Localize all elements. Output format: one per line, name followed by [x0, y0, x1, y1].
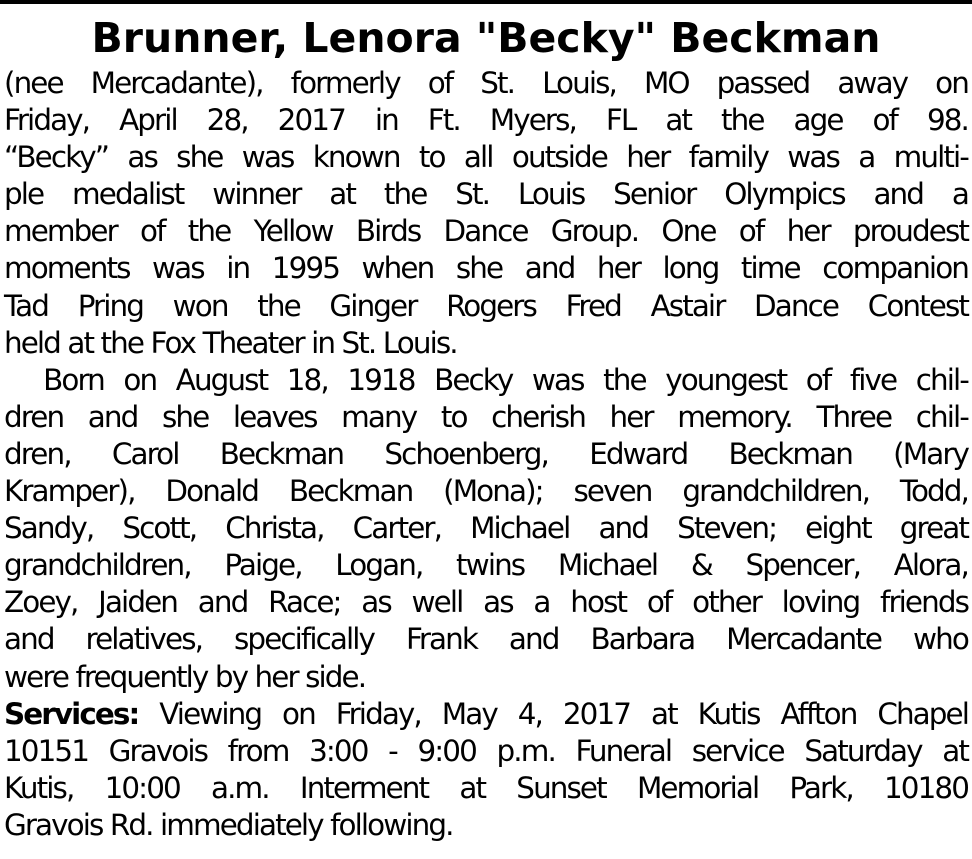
paragraph1-line: (nee Mercadante), formerly of St. Louis, MO passed away on	[4, 66, 968, 100]
paragraph2-line: Kramper), Donald Beckman (Mona); seven grandchildren, Todd,	[4, 474, 968, 509]
obituary-body	[4, 65, 968, 844]
paragraph1-line: ple medalist winner at the St. Louis Senior Olympics and a	[4, 177, 968, 212]
services-line: Gravois Rd. immediately following.	[4, 807, 453, 842]
paragraph2-line: were frequently by her side.	[4, 659, 366, 694]
services-line	[4, 696, 968, 733]
services-line: 10151 Gravois from 3:00 - 9:00 p.m. Funeral service Saturday at	[4, 733, 968, 768]
paragraph1-line: Tad Pring won the Ginger Rogers Fred Astair Dance Contest	[4, 288, 968, 323]
obituary-title: Brunner, Lenora "Becky" Beckman	[91, 14, 881, 62]
services-text: Viewing on Friday, May 4, 2017 at Kutis Affton Chapel	[138, 696, 968, 731]
paragraph2-line: grandchildren, Paige, Logan, twins Michael & Spencer, Alora,	[4, 548, 968, 583]
paragraph1-line: “Becky” as she was known to all outside her family was a multi-	[4, 140, 968, 175]
top-rule	[0, 0, 972, 4]
paragraph1-line: held at the Fox Theater in St. Louis.	[4, 325, 457, 360]
paragraph2-line: and relatives, specifically Frank and Barbara Mercadante who	[4, 622, 968, 657]
paragraph2-line: dren and she leaves many to cherish her memory. Three chil-	[4, 399, 968, 434]
paragraph2-line: Born on August 18, 1918 Becky was the youngest of five chil-	[4, 362, 968, 397]
paragraph2-line: Sandy, Scott, Christa, Carter, Michael and Steven; eight great	[4, 511, 968, 546]
paragraph2-line: Zoey, Jaiden and Race; as well as a host of other loving friends	[4, 585, 968, 620]
paragraph1-line: moments was in 1995 when she and her long time companion	[4, 251, 968, 286]
services-line: Kutis, 10:00 a.m. Interment at Sunset Memorial Park, 10180	[4, 770, 968, 805]
paragraph1-line: member of the Yellow Birds Dance Group. One of her proudest	[4, 214, 968, 249]
paragraph2-line: dren, Carol Beckman Schoenberg, Edward Beckman (Mary	[4, 436, 968, 471]
paragraph1-line: Friday, April 28, 2017 in Ft. Myers, FL at the age of 98.	[4, 103, 968, 138]
services-label: Services:	[4, 696, 139, 731]
